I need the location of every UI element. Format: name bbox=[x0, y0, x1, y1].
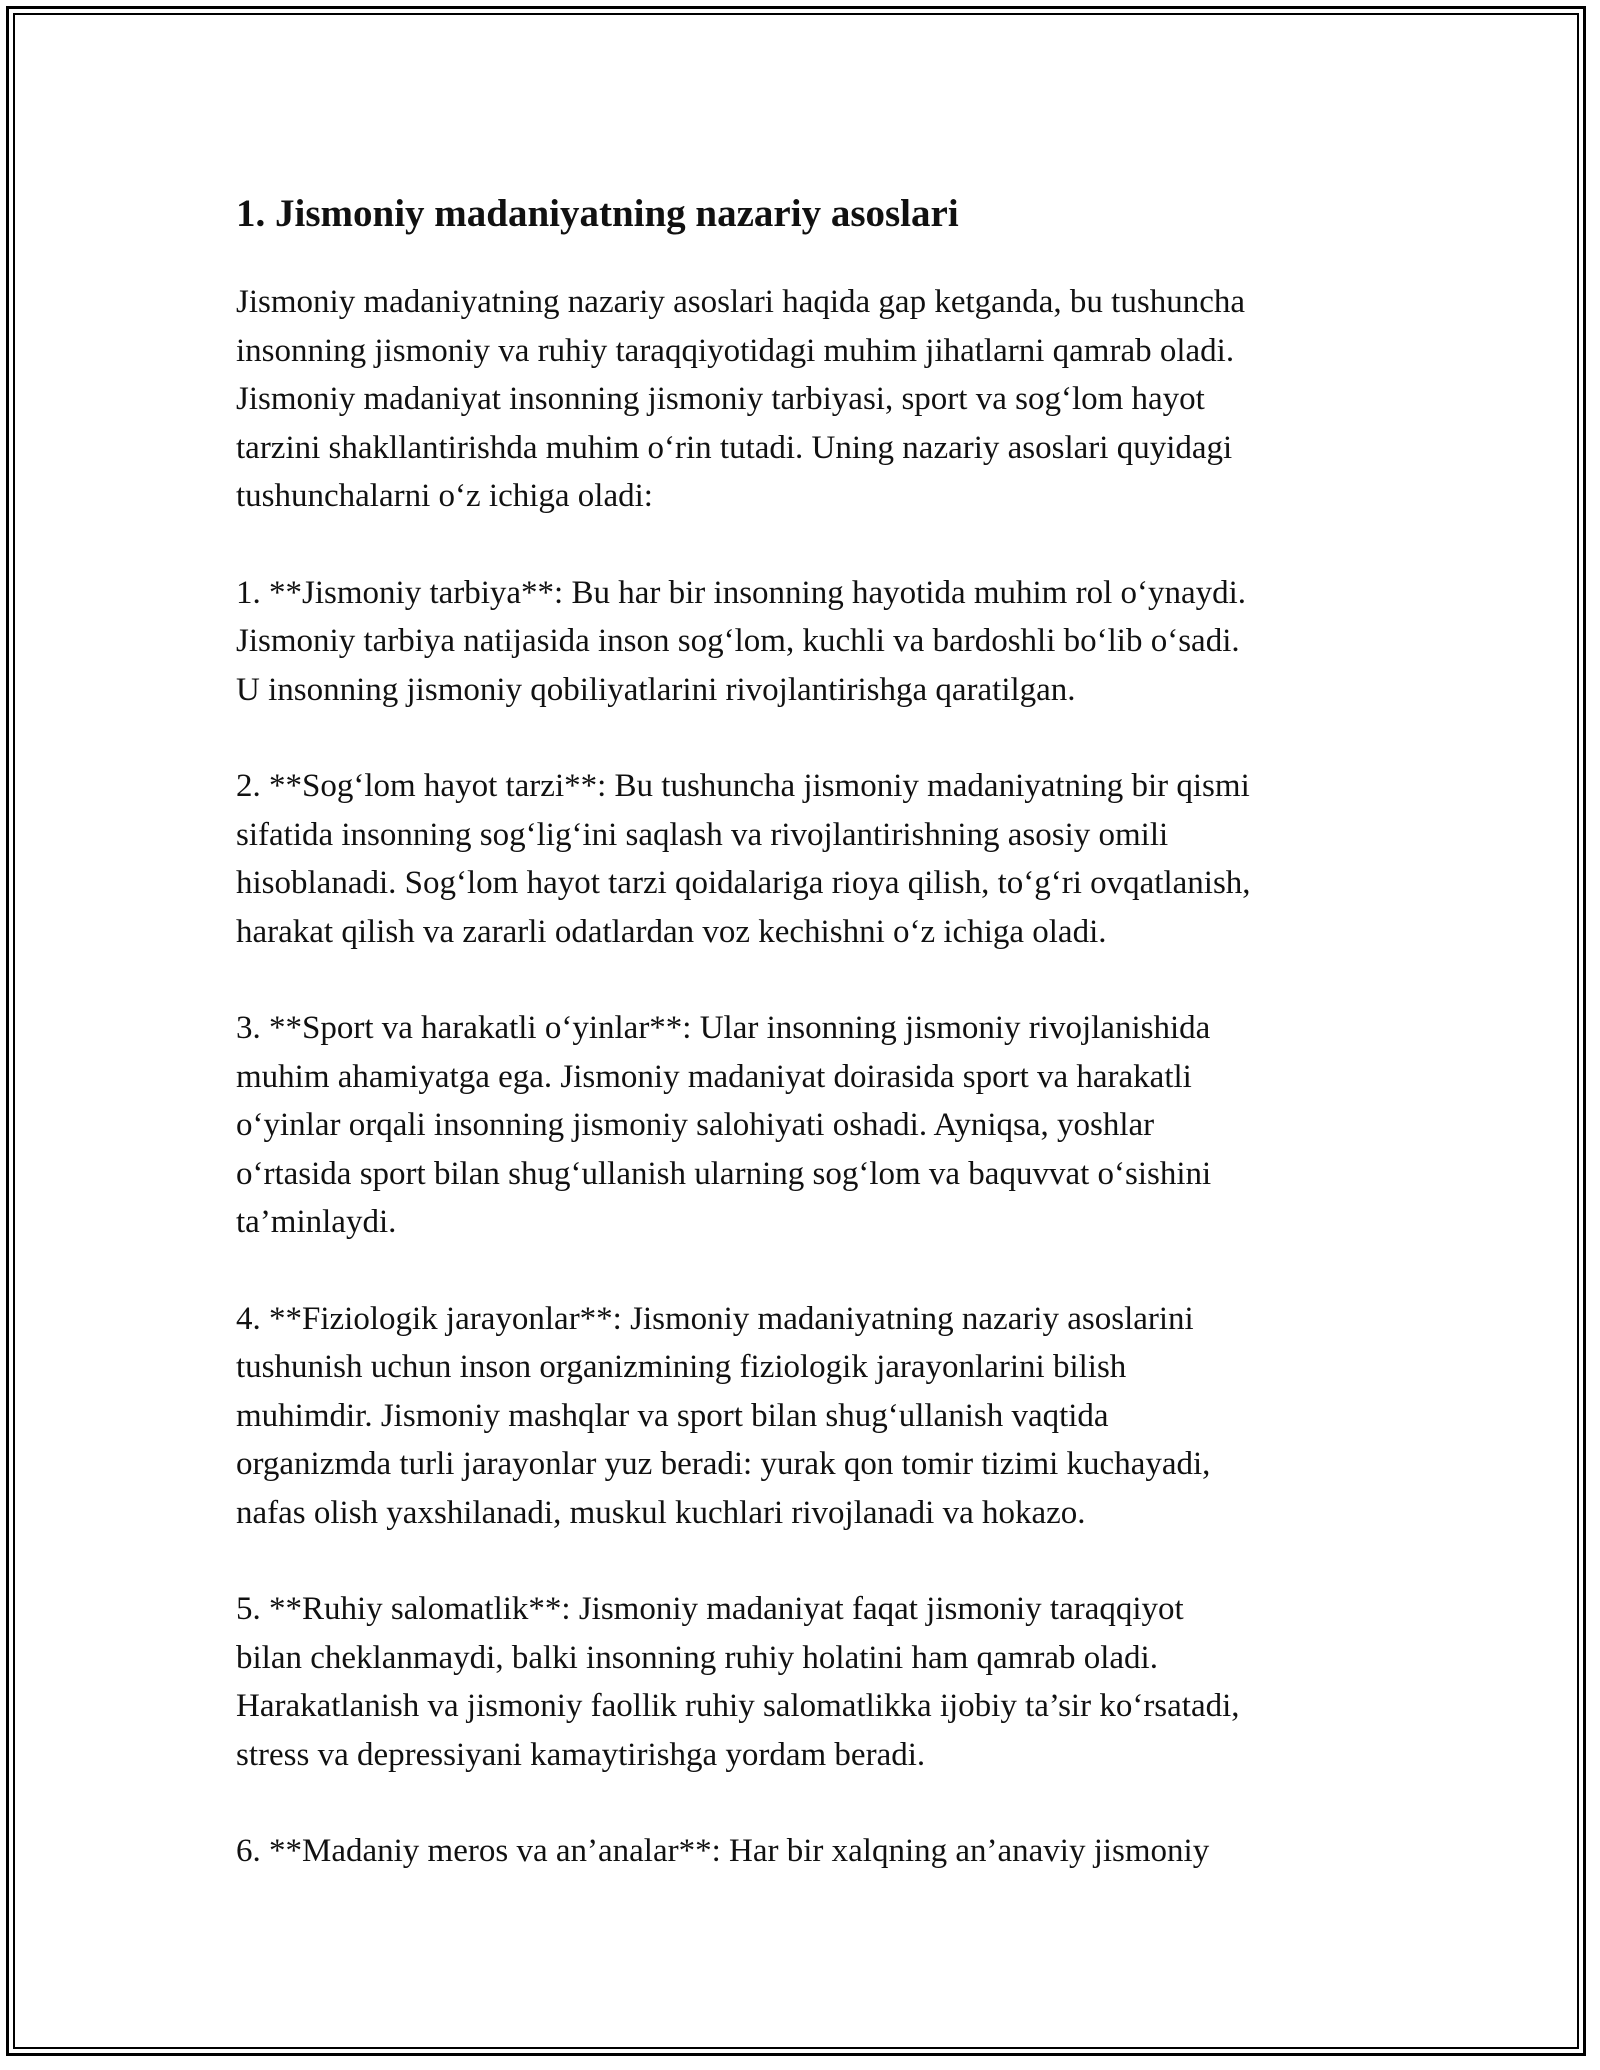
paragraph-line: insonning jismoniy va ruhiy taraqqiyotidagi muhim jihatlarni qamrab oladi. bbox=[236, 332, 1235, 369]
paragraph-line: o‘yinlar orqali insonning jismoniy salohiyati oshadi. Ayniqsa, yoshlar bbox=[236, 1107, 1155, 1143]
paragraph-line: 5. **Ruhiy salomatlik**: Jismoniy madaniyat faqat jismoniy taraqqiyot bbox=[236, 1591, 1184, 1627]
paragraph-line: Harakatlanish va jismoniy faollik ruhiy salomatlikka ijobiy ta’sir ko‘rsatadi, bbox=[236, 1688, 1240, 1724]
paragraph-line: 2. **Sog‘lom hayot tarzi**: Bu tushuncha jismoniy madaniyatning bir qismi bbox=[236, 768, 1250, 804]
paragraph-line: Jismoniy madaniyatning nazariy asoslari haqida gap ketganda, bu tushuncha bbox=[236, 284, 1245, 320]
paragraph-line: sifatida insonning sog‘lig‘ini saqlash va rivojlantirishning asosiy omili bbox=[236, 816, 1169, 853]
paragraph-line: Jismoniy tarbiya natijasida inson sog‘lom, kuchli va bardoshli bo‘lib o‘sadi. bbox=[236, 623, 1240, 659]
list-item-madaniy-meros bbox=[236, 1827, 1376, 1876]
list-item-ruhiy-salomatlik bbox=[236, 1585, 1376, 1779]
paragraph-line: stress va depressiyani kamaytirishga yordam beradi. bbox=[236, 1736, 926, 1773]
paragraph-line: tarzini shakllantirishda muhim o‘rin tutadi. Uning nazariy asoslari quyidagi bbox=[236, 429, 1233, 466]
paragraph-line: U insonning jismoniy qobiliyatlarini rivojlantirishga qaratilgan. bbox=[236, 671, 1076, 708]
paragraph-line: tushunchalarni o‘z ichiga oladi: bbox=[236, 478, 653, 514]
paragraph-line: 1. **Jismoniy tarbiya**: Bu har bir insonning hayotida muhim rol o‘ynaydi. bbox=[236, 574, 1247, 611]
paragraph-line: bilan cheklanmaydi, balki insonning ruhiy holatini ham qamrab oladi. bbox=[236, 1639, 1158, 1676]
list-item-soglom-hayot-tarzi bbox=[236, 762, 1376, 956]
paragraph-line: 6. **Madaniy meros va an’analar**: Har bir xalqning an’anaviy jismoniy bbox=[236, 1833, 1210, 1869]
list-item-jismoniy-tarbiya bbox=[236, 569, 1376, 715]
list-item-sport-va-harakatli-oyinlar bbox=[236, 1004, 1376, 1247]
paragraph-line: 3. **Sport va harakatli o‘yinlar**: Ular insonning jismoniy rivojlanishida bbox=[236, 1010, 1211, 1046]
paragraph-line: muhimdir. Jismoniy mashqlar va sport bilan shug‘ullanish vaqtida bbox=[236, 1397, 1109, 1434]
paragraph-line: nafas olish yaxshilanadi, muskul kuchlari rivojlanadi va hokazo. bbox=[236, 1494, 1086, 1531]
paragraph-line: ta’minlaydi. bbox=[236, 1204, 397, 1240]
paragraph-line: o‘rtasida sport bilan shug‘ullanish ularning sog‘lom va baquvvat o‘sishini bbox=[236, 1155, 1212, 1192]
paragraph-line: 4. **Fiziologik jarayonlar**: Jismoniy madaniyatning nazariy asoslarini bbox=[236, 1300, 1194, 1337]
paragraph-line: hisoblanadi. Sog‘lom hayot tarzi qoidalariga rioya qilish, to‘g‘ri ovqatlanish, bbox=[236, 865, 1251, 901]
paragraph-line: organizmda turli jarayonlar yuz beradi: yurak qon tomir tizimi kuchayadi, bbox=[236, 1446, 1211, 1482]
paragraph-line: harakat qilish va zararli odatlardan voz kechishni o‘z ichiga oladi. bbox=[236, 913, 1107, 950]
document-title: 1. Jismoniy madaniyatning nazariy asoslari bbox=[236, 192, 959, 235]
list-item-fiziologik-jarayonlar bbox=[236, 1295, 1376, 1538]
document-body bbox=[236, 186, 1376, 1924]
paragraph-line: muhim ahamiyatga ega. Jismoniy madaniyat doirasida sport va harakatli bbox=[236, 1058, 1192, 1095]
paragraph-line: tushunish uchun inson organizmining fiziologik jarayonlarini bilish bbox=[236, 1349, 1127, 1385]
paragraph-line: Jismoniy madaniyat insonning jismoniy tarbiyasi, sport va sog‘lom hayot bbox=[236, 381, 1205, 417]
intro-paragraph bbox=[236, 278, 1376, 521]
